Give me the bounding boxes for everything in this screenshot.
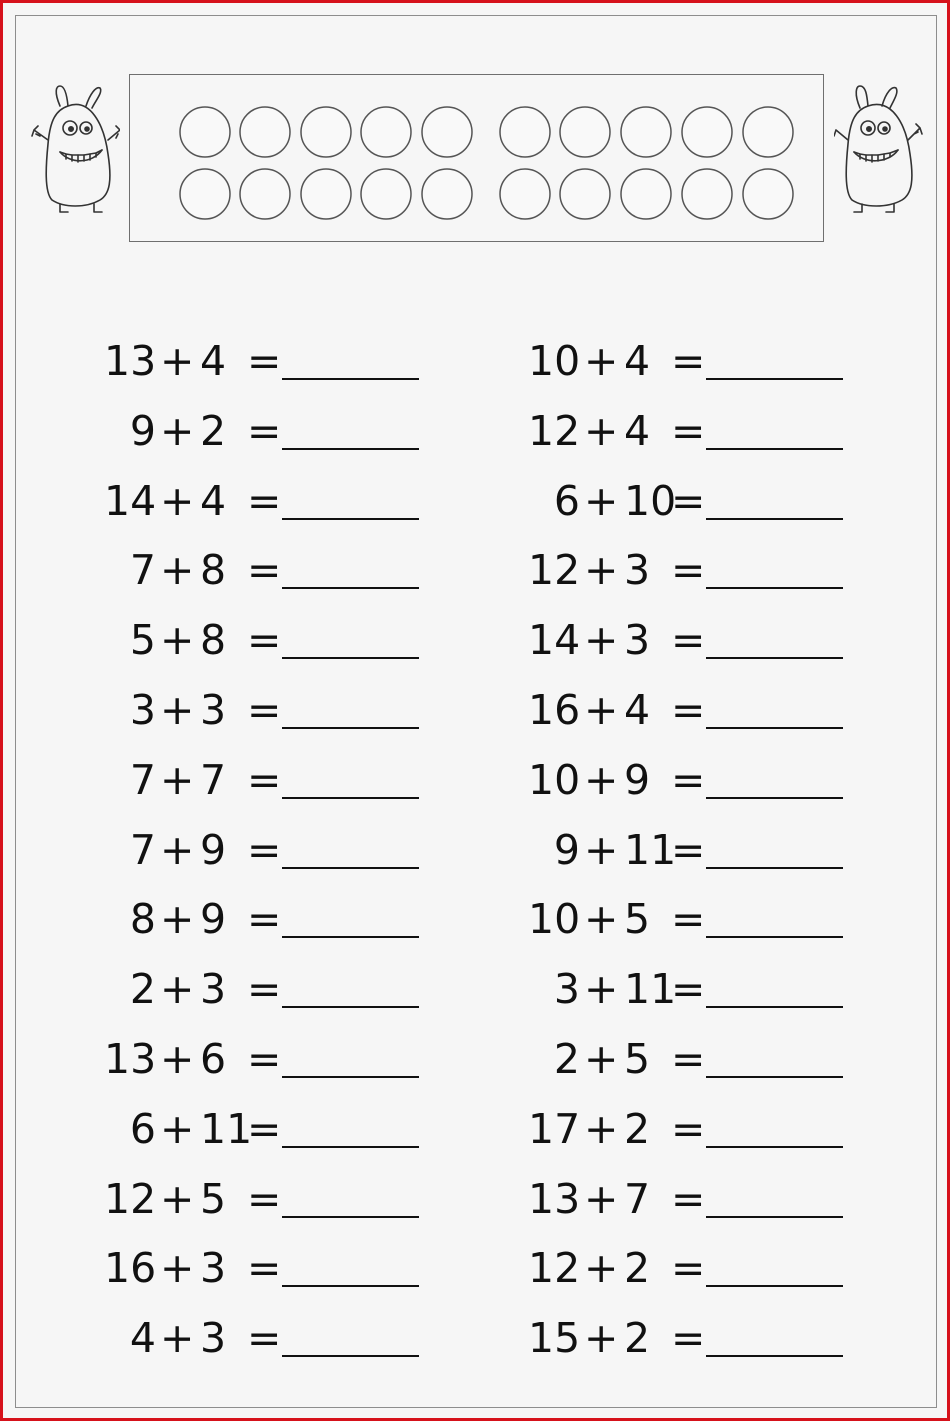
answer-blank[interactable] <box>706 1317 843 1357</box>
answer-blank[interactable] <box>282 898 419 938</box>
answer-blank[interactable] <box>282 759 419 799</box>
plus-sign: + <box>160 1174 195 1223</box>
addend-b: 5 <box>200 1174 227 1223</box>
addend-b: 4 <box>624 406 651 455</box>
addend-b: 2 <box>624 1314 651 1363</box>
answer-blank[interactable] <box>282 1247 419 1287</box>
equals-sign: = <box>247 616 282 665</box>
equals-sign: = <box>247 965 282 1014</box>
addend-a: 5 <box>129 616 156 665</box>
equals-sign: = <box>247 546 282 595</box>
problem-row <box>528 685 848 735</box>
problem-row <box>104 1104 424 1154</box>
problem-row <box>104 336 424 386</box>
equals-sign: = <box>671 1314 706 1363</box>
equals-sign: = <box>247 337 282 385</box>
equals-sign: = <box>247 1244 282 1293</box>
problem-row <box>104 894 424 944</box>
answer-blank[interactable] <box>282 829 419 869</box>
addend-a: 16 <box>104 1244 157 1293</box>
plus-sign: + <box>584 337 619 385</box>
plus-sign: + <box>584 546 619 595</box>
addend-b: 4 <box>200 476 227 525</box>
addend-a: 9 <box>553 825 580 874</box>
addend-b: 3 <box>624 546 651 595</box>
equals-sign: = <box>671 616 706 665</box>
addend-a: 17 <box>528 1104 581 1153</box>
equals-sign: = <box>671 825 706 874</box>
problem-row <box>104 825 424 875</box>
addend-b: 7 <box>200 755 227 804</box>
equals-sign: = <box>671 965 706 1014</box>
problem-row <box>528 406 848 456</box>
equals-sign: = <box>671 337 706 385</box>
answer-blank[interactable] <box>706 1038 843 1078</box>
addend-a: 12 <box>528 546 581 595</box>
problem-row <box>528 1243 848 1293</box>
addend-a: 13 <box>104 337 157 385</box>
answer-blank[interactable] <box>282 1178 419 1218</box>
addend-b: 9 <box>624 755 651 804</box>
equals-sign: = <box>671 1104 706 1153</box>
problem-row <box>104 964 424 1014</box>
plus-sign: + <box>584 1244 619 1293</box>
problem-row <box>528 615 848 665</box>
problem-row <box>528 476 848 526</box>
answer-blank[interactable] <box>706 340 843 380</box>
plus-sign: + <box>160 1244 195 1293</box>
addend-b: 4 <box>624 686 651 734</box>
addend-a: 6 <box>553 476 580 525</box>
plus-sign: + <box>160 406 195 455</box>
plus-sign: + <box>584 476 619 525</box>
addend-b: 5 <box>624 1035 651 1083</box>
addend-b: 9 <box>200 895 227 944</box>
answer-blank[interactable] <box>282 1317 419 1357</box>
plus-sign: + <box>584 895 619 944</box>
problem-row <box>104 1313 424 1363</box>
problem-row <box>104 406 424 456</box>
plus-sign: + <box>160 895 195 944</box>
addend-a: 8 <box>129 895 156 944</box>
answer-blank[interactable] <box>282 689 419 729</box>
addend-b: 6 <box>200 1035 227 1083</box>
equals-sign: = <box>671 1035 706 1083</box>
addend-a: 12 <box>528 406 581 455</box>
answer-blank[interactable] <box>282 549 419 589</box>
addend-a: 12 <box>528 1244 581 1293</box>
problem-row <box>528 825 848 875</box>
equals-sign: = <box>247 476 282 525</box>
problem-row <box>104 685 424 735</box>
addend-b: 2 <box>624 1104 651 1153</box>
addend-b: 3 <box>200 965 227 1014</box>
addend-b: 2 <box>624 1244 651 1293</box>
addend-b: 3 <box>200 1244 227 1293</box>
plus-sign: + <box>584 1035 619 1083</box>
equals-sign: = <box>671 406 706 455</box>
problem-row <box>104 1174 424 1224</box>
problem-row <box>104 755 424 805</box>
addend-a: 10 <box>528 895 581 944</box>
answer-blank[interactable] <box>706 410 843 450</box>
addend-b: 10 <box>624 476 677 525</box>
equals-sign: = <box>671 476 706 525</box>
problem-row <box>528 1104 848 1154</box>
plus-sign: + <box>160 825 195 874</box>
plus-sign: + <box>584 1104 619 1153</box>
equals-sign: = <box>247 1035 282 1083</box>
answer-blank[interactable] <box>282 340 419 380</box>
addend-b: 11 <box>624 965 677 1014</box>
addend-a: 2 <box>129 965 156 1014</box>
addend-b: 3 <box>200 686 227 734</box>
plus-sign: + <box>160 755 195 804</box>
equals-sign: = <box>247 895 282 944</box>
addend-b: 5 <box>624 895 651 944</box>
addend-a: 10 <box>528 337 581 385</box>
problem-row <box>528 894 848 944</box>
plus-sign: + <box>160 337 195 385</box>
addend-b: 3 <box>624 616 651 665</box>
equals-sign: = <box>247 406 282 455</box>
plus-sign: + <box>160 1104 195 1153</box>
equals-sign: = <box>671 755 706 804</box>
equals-sign: = <box>671 686 706 734</box>
plus-sign: + <box>160 476 195 525</box>
answer-blank[interactable] <box>706 1178 843 1218</box>
addend-b: 11 <box>200 1104 253 1153</box>
equals-sign: = <box>671 546 706 595</box>
addend-a: 13 <box>104 1035 157 1083</box>
answer-blank[interactable] <box>706 1247 843 1287</box>
equals-sign: = <box>671 895 706 944</box>
problem-row <box>528 1313 848 1363</box>
answer-blank[interactable] <box>706 829 843 869</box>
addend-a: 12 <box>104 1174 157 1223</box>
addend-b: 8 <box>200 546 227 595</box>
plus-sign: + <box>584 686 619 734</box>
addend-a: 10 <box>528 755 581 804</box>
addend-a: 14 <box>528 616 581 665</box>
answer-blank[interactable] <box>706 759 843 799</box>
problem-row <box>104 1034 424 1084</box>
equals-sign: = <box>671 1174 706 1223</box>
plus-sign: + <box>160 965 195 1014</box>
answer-blank[interactable] <box>282 480 419 520</box>
equals-sign: = <box>247 755 282 804</box>
answer-blank[interactable] <box>282 1038 419 1078</box>
plus-sign: + <box>584 616 619 665</box>
problem-row <box>528 964 848 1014</box>
answer-blank[interactable] <box>706 480 843 520</box>
addend-b: 11 <box>624 825 677 874</box>
equals-sign: = <box>671 1244 706 1293</box>
answer-blank[interactable] <box>282 1108 419 1148</box>
addend-b: 3 <box>200 1314 227 1363</box>
problem-row <box>528 1174 848 1224</box>
equals-sign: = <box>247 1174 282 1223</box>
answer-blank[interactable] <box>706 619 843 659</box>
answer-blank[interactable] <box>706 968 843 1008</box>
addend-a: 15 <box>528 1314 581 1363</box>
addend-b: 2 <box>200 406 227 455</box>
addend-b: 4 <box>624 337 651 385</box>
addend-a: 13 <box>528 1174 581 1223</box>
addend-b: 9 <box>200 825 227 874</box>
equals-sign: = <box>247 1104 282 1153</box>
plus-sign: + <box>584 1314 619 1363</box>
equals-sign: = <box>247 1314 282 1363</box>
plus-sign: + <box>160 1314 195 1363</box>
addend-a: 4 <box>129 1314 156 1363</box>
addend-a: 3 <box>553 965 580 1014</box>
addend-b: 4 <box>200 337 227 385</box>
equals-sign: = <box>247 825 282 874</box>
plus-sign: + <box>584 965 619 1014</box>
addend-a: 7 <box>129 825 156 874</box>
problem-row <box>104 476 424 526</box>
answer-blank[interactable] <box>282 410 419 450</box>
problem-row <box>104 1243 424 1293</box>
addend-a: 6 <box>129 1104 156 1153</box>
equals-sign: = <box>247 686 282 734</box>
answer-blank[interactable] <box>706 1108 843 1148</box>
addend-b: 7 <box>624 1174 651 1223</box>
problem-row <box>104 615 424 665</box>
addend-a: 3 <box>129 686 156 734</box>
answer-blank[interactable] <box>706 689 843 729</box>
plus-sign: + <box>584 1174 619 1223</box>
plus-sign: + <box>160 546 195 595</box>
addend-a: 9 <box>129 406 156 455</box>
problem-row <box>528 336 848 386</box>
plus-sign: + <box>160 686 195 734</box>
plus-sign: + <box>160 1035 195 1083</box>
problem-row <box>528 545 848 595</box>
problem-row <box>528 1034 848 1084</box>
addend-b: 8 <box>200 616 227 665</box>
plus-sign: + <box>584 755 619 804</box>
plus-sign: + <box>584 406 619 455</box>
answer-blank[interactable] <box>706 549 843 589</box>
addend-a: 7 <box>129 755 156 804</box>
answer-blank[interactable] <box>282 968 419 1008</box>
addend-a: 2 <box>553 1035 580 1083</box>
addend-a: 14 <box>104 476 157 525</box>
addend-a: 16 <box>528 686 581 734</box>
answer-blank[interactable] <box>706 898 843 938</box>
plus-sign: + <box>160 616 195 665</box>
problem-row <box>528 755 848 805</box>
problem-row <box>104 545 424 595</box>
answer-blank[interactable] <box>282 619 419 659</box>
plus-sign: + <box>584 825 619 874</box>
addend-a: 7 <box>129 546 156 595</box>
